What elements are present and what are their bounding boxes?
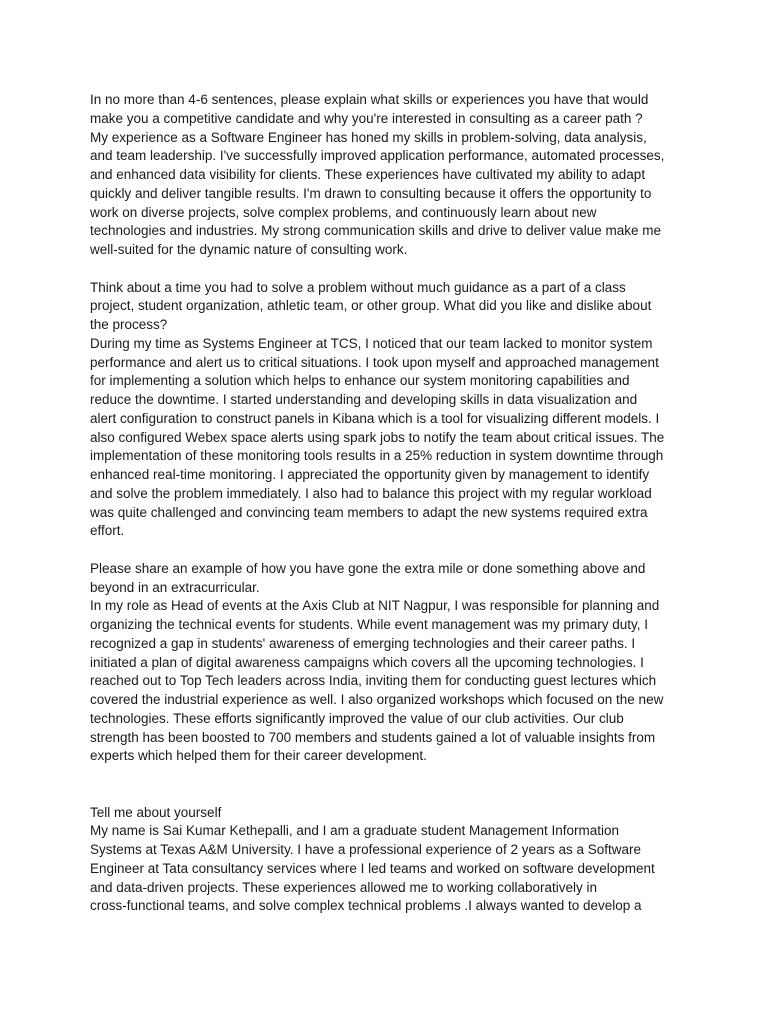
question-text: Tell me about yourself: [90, 804, 222, 820]
document-page: [90, 91, 682, 935]
question-text: Think about a time you had to solve a problem without much guidance as a part of a class: [90, 279, 626, 295]
answer-text: effort.: [90, 523, 125, 539]
answer-text: quickly and deliver tangible results. I'm drawn to consulting because it offers the opportunity to: [90, 185, 652, 201]
question-text: the process?: [90, 317, 168, 332]
answer-text: performance and alert us to critical situations. I took upon myself and approached management: [90, 354, 659, 370]
answer-text: My experience as a Software Engineer has honed my skills in problem-solving, data analysis,: [90, 129, 647, 145]
answer-text: cross-functional teams, and solve complex technical problems .I always wanted to develop a: [90, 898, 642, 914]
question-text: project, student organization, athletic team, or other group. What did you like and dislike about: [90, 298, 652, 314]
answer-text: work on diverse projects, solve complex problems, and continuously learn about new: [90, 204, 597, 220]
answer-text: also configured Webex space alerts using spark jobs to notify the team about critical issues. The: [90, 429, 665, 445]
answer-text: for implementing a solution which helps to enhance our system monitoring capabilities and: [90, 373, 630, 389]
answer-text: implementation of these monitoring tools results in a 25% reduction in system downtime through: [90, 448, 664, 464]
answer-text: well-suited for the dynamic nature of consulting work.: [90, 242, 408, 257]
answer-text: was quite challenged and convincing team members to adapt the new systems required extra: [90, 504, 648, 520]
answer-text: experts which helped them for their career development.: [90, 748, 427, 764]
answer-text: recognized a gap in students' awareness of emerging technologies and their career paths. I: [90, 635, 636, 651]
answer-text: In my role as Head of events at the Axis Club at NIT Nagpur, I was responsible for planning and: [90, 598, 660, 614]
answer-text: initiated a plan of digital awareness campaigns which covers all the upcoming technologies. I: [90, 654, 644, 670]
answer-text: My name is Sai Kumar Kethepalli, and I am a graduate student Management Information: [90, 823, 620, 839]
answer-text: strength has been boosted to 700 members and students gained a lot of valuable insights from: [90, 729, 656, 745]
answer-text: organizing the technical events for students. While event management was my primary duty, I: [90, 617, 649, 632]
answer-text: and solve the problem immediately. I also had to balance this project with my regular workload: [90, 485, 652, 501]
answer-text: enhanced real-time monitoring. I appreciated the opportunity given by management to identify: [90, 467, 650, 482]
section-about-yourself: [90, 804, 682, 917]
question-text: make you a competitive candidate and why you're interested in consulting as a career path ?: [90, 110, 643, 126]
answer-text: and enhanced data visibility for clients. These experiences have cultivated my ability to adapt: [90, 167, 646, 182]
answer-text: reached out to Top Tech leaders across India, inviting them for conducting guest lectures which: [90, 673, 657, 689]
answer-text: Systems at Texas A&M University. I have a professional experience of 2 years as a Software: [90, 842, 642, 857]
answer-text: technologies and industries. My strong communication skills and drive to deliver value make me: [90, 223, 662, 239]
question-text: Please share an example of how you have gone the extra mile or done something above and: [90, 560, 646, 576]
question-text: In no more than 4-6 sentences, please explain what skills or experiences you have that would: [90, 92, 649, 107]
section-extra-mile: [90, 560, 682, 766]
question-text: beyond in an extracurricular.: [90, 579, 260, 595]
answer-text: alert configuration to construct panels in Kibana which is a tool for visualizing different models. I: [90, 410, 660, 426]
section-problem-solving: [90, 279, 682, 542]
answer-text: technologies. These efforts significantly improved the value of our club activities. Our club: [90, 710, 624, 726]
section-competitive-candidate: [90, 91, 682, 260]
answer-text: During my time as Systems Engineer at TCS, I noticed that our team lacked to monitor system: [90, 335, 653, 351]
answer-text: covered the industrial experience as well. I also organized workshops which focused on the new: [90, 692, 664, 707]
answer-text: and data-driven projects. These experiences allowed me to working collaboratively in: [90, 879, 598, 895]
answer-text: Engineer at Tata consultancy services where I led teams and worked on software development: [90, 860, 655, 876]
answer-text: and team leadership. I've successfully improved application performance, automated processes,: [90, 148, 665, 164]
answer-text: reduce the downtime. I started understanding and developing skills in data visualization and: [90, 392, 638, 407]
